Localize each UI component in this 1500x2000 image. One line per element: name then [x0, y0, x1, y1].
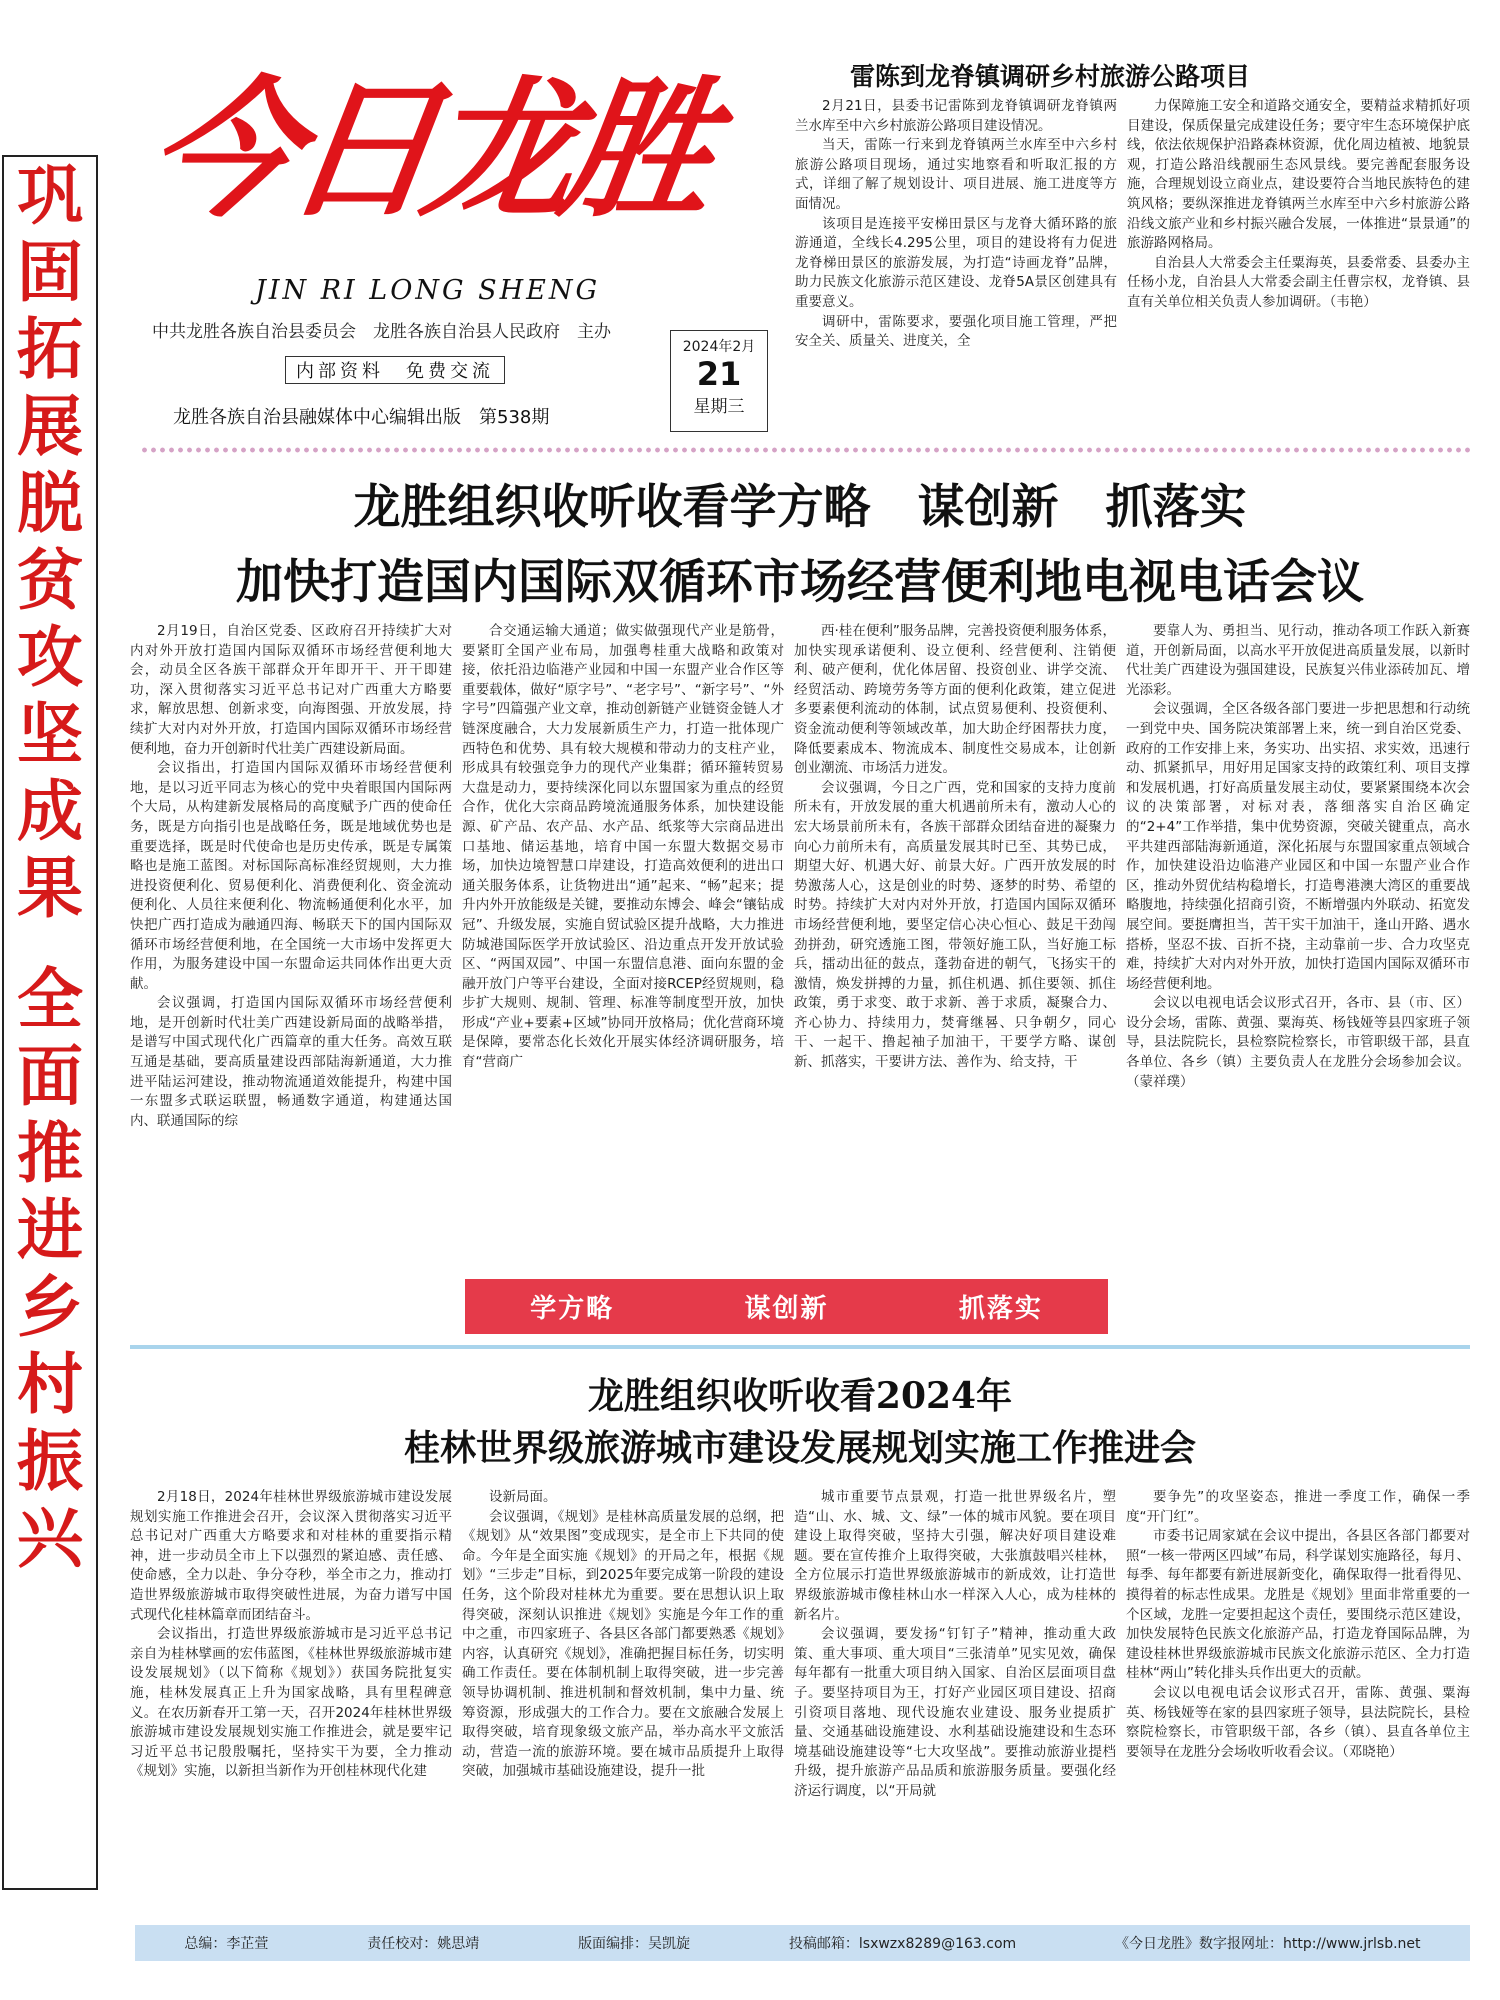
paragraph: 2月18日，2024年桂林世界级旅游城市建设发展规划实施工作推进会召开，会议深入贯彻落实习近平总书记对广西重大方略要求和对桂林的重要指示精神，进一步动员全市上下以强烈的紧迫感、责任感、使命感，全力以赴、争分夺秒，举全市之力，推动打造世界级旅游城市取得突破性进展，为奋力谱写中国式现代化桂林篇章而团结奋斗。 [130, 1489, 452, 1623]
slogan-character: 村 [17, 1345, 83, 1423]
second-article-column-3 [794, 1488, 1116, 1913]
paragraph: 调研中，雷陈要求，要强化项目施工管理，严把安全关、质量关、进度关，全 [795, 313, 1117, 350]
paragraph: 会议强调，打造国内国际双循环市场经营便利地，是开创新时代壮美广西建设新局面的战略举措，是谱写中国式现代化广西篇章的重大任务。高效互联互通是基础，要高质量建设西部陆海新通道，大力推进平陆运河建设，推动物流通道效能提升，构建中国一东盟多式联运联盟，畅通数字通道，构建通达国内、联通国际的综 [130, 995, 452, 1129]
paragraph: 会议强调，今日之广西，党和国家的支持力度前所未有，开放发展的重大机遇前所未有，激动人心的宏大场景前所未有，各族干部群众团结奋进的凝聚力向心力前所未有，高质量发展其时已至、其势已成，期望大好、机遇大好、前景大好。广西开放发展的时势激荡人心，这是创业的时势、逐梦的时势、希望的时势。持续扩大对内对外开放，打造国内国际双循环市场经营便利地，要坚定信心决心恒心、鼓足干劲闯劲拼劲，研究透施工图，带领好施工队，当好施工标兵，擂动出征的鼓点，蓬勃奋进的朝气，飞扬实干的激情，焕发拼搏的力量，抓住机遇、抓住要领、抓住政策，勇于求变、敢于求新、善于求质，凝聚合力、齐心协力、持续用力，焚膏继晷、只争朝夕，同心干、一起干、撸起袖子加油干，干要学方略、谋创新、抓落实，干要讲方法、善作为、给支持，干 [794, 779, 1116, 1071]
paragraph: 自治县人大常委会主任粟海英，县委常委、县委办主任杨小龙，自治县人大常委会副主任曹宗权，龙脊镇、县直有关单位相关负责人参加调研。（韦艳） [1127, 254, 1470, 310]
main-article-column-2 [462, 622, 784, 1272]
newspaper-title: 今日龙胜 [137, 62, 715, 238]
banner-text: 谋创新 [744, 1294, 829, 1324]
date-box [670, 330, 768, 432]
paragraph: 2月21日，县委书记雷陈到龙脊镇调研龙脊镇两兰水库至中六乡村旅游公路项目建设情况。 [795, 98, 1117, 134]
slogan-character: 振 [17, 1422, 83, 1500]
top-article-column-1 [795, 97, 1117, 442]
slogan-character: 成 [17, 772, 83, 850]
paragraph: 合交通运输大通道；做实做强现代产业是筋骨，要紧盯全国产业布局，加强粤桂重大战略和政策对接，依托沿边临港产业园和中国一东盟产业合作区等重要载体，做好“原字号”、“老字号”、“新字号”、“外字号”四篇强产业文章，推动创新链产业链资金链人才链深度融合，大力发展新质生产力，打造一批体现广西特色和优势、具有较大规模和带动力的支柱产业，形成具有较强竞争力的现代产业集群；循环箍转贸易大盘是动力，要持续深化同以东盟国家为重点的经贸合作，优化大宗商品跨境流通服务体系，加快建设能源、矿产品、农产品、水产品、纸浆等大宗商品进出口基地、储运基地，培育中国一东盟大数据交易市场，加快边境智慧口岸建设，打造高效便利的进出口通关服务体系，让货物进出“通”起来、“畅”起来；提升内外开放能级是关键，要推动东博会、峰会“镶钻成冠”、升级发展，实施自贸试验区提升战略，大力推进防城港国际医学开放试验区、沿边重点开发开放试验区、“两国双园”、中国一东盟信息港、面向东盟的金融开放门户等平台建设，全面对接RCEP经贸规则，稳步扩大规则、规制、管理、标准等制度型开放，加快形成“产业+要素+区域”协同开放格局；优化营商环境是保障，要常态化长效化开展实体经济调研服务，培育“营商广 [462, 623, 784, 1071]
slogan-character: 展 [17, 387, 83, 465]
slogan-character: 进 [17, 1191, 83, 1269]
paragraph: 会议指出，打造世界级旅游城市是习近平总书记亲自为桂林擘画的宏伟蓝图，《桂林世界级旅游城市建设发展规划》（以下简称《规划》）获国务院批复实施，桂林发展真正上升为国家战略，具有里程碑意义。在农历新春开工第一天，召开2024年桂林世界级旅游城市建设发展规划实施工作推进会，就是要牢记习近平总书记殷殷嘱托，坚持实干为要，全力推动《规划》实施，以新担当新作为开创桂林现代化建 [130, 1626, 452, 1780]
paragraph: 设新局面。 [489, 1489, 557, 1505]
slogan-character: 固 [17, 233, 83, 311]
paragraph: 会议指出，打造国内国际双循环市场经营便利地，是以习近平同志为核心的党中央着眼国内国际两个大局，从构建新发展格局的高度赋予广西的使命任务，既是方向指引也是战略任务，既是地域优势也是重要选择，既是时代使命也是历史传承，既是专属策略也是施工蓝图。对标国际高标准经贸规则，大力推进投资便利化、贸易便利化、消费便利化、资金流动便利化、人员往来便利化、物流畅通便利化水平，加快把广西打造成为融通四海、畅联天下的国内国际双循环市场经营便利地，在全国统一大市场中发挥更大作用，为服务建设中国一东盟命运共同体作出更大贡献。 [130, 760, 452, 992]
footer-proofreader: 责任校对：姚思靖 [367, 1936, 480, 1952]
main-headline-line-2: 加快打造国内国际双循环市场经营便利地电视电话会议 [236, 555, 1364, 610]
slogan-character: 兴 [17, 1499, 83, 1577]
slogan-character: 乡 [17, 1268, 83, 1346]
paragraph: 会议强调，全区各级各部门要进一步把思想和行动统一到党中央、国务院决策部署上来，统一到自治区党委、政府的工作安排上来，务实功、出实招、求实效，迅速行动、抓紧抓早，用好用足国家支持的政策红利、项目支撑和发展机遇，打好高质量发展主动仗，要紧紧围绕本次会议的决策部署，对标对表，落细落实自治区确定的“2+4”工作举措，集中优势资源，突破关键重点，高水平共建西部陆海新通道，深化拓展与东盟国家重点领域合作，加快建设沿边临港产业园区和中国一东盟产业合作区，推动外贸优结构稳增长，打造粤港澳大湾区的重要战略腹地，持续强化招商引资，不断增强内外联动、拓宽发展空间。要挺膺担当，苦干实干加油干，逢山开路、遇水搭桥，坚忍不拔、百折不挠，主动靠前一步、合力攻坚克难，持续扩大对内对外开放，加快打造国内国际双循环市场经营便利地。 [1126, 701, 1470, 992]
paragraph: 当天，雷陈一行来到龙脊镇两兰水库至中六乡村旅游公路项目现场，通过实地察看和听取汇报的方式，详细了解了规划设计、项目进展、施工进度等方面情况。 [795, 137, 1117, 212]
date-weekday: 星期三 [693, 397, 745, 417]
paragraph: 该项目是连接平安梯田景区与龙脊大循环路的旅游通道，全线长4.295公里，项目的建设将有力促进龙脊梯田景区的旅游发展，为打造“诗画龙脊”品牌，助力民族文化旅游示范区建设、龙脊5A景区创建具有重要意义。 [795, 215, 1117, 310]
paragraph: 城市重要节点景观，打造一批世界级名片，塑造“山、水、城、文、绿”一体的城市风貌。要在项目建设上取得突破，坚持大引强，解决好项目建设难题。要在宣传推介上取得突破，大张旗鼓唱兴桂林，全方位展示打造世界级旅游城市的新成效，让打造世界级旅游城市像桂林山水一样深入人心，成为桂林的新名片。 [794, 1489, 1116, 1623]
slogan-character: 推 [17, 1114, 83, 1192]
paragraph: 2月19日，自治区党委、区政府召开持续扩大对内对外开放打造国内国际双循环市场经营便利地大会，动员全区各族干部群众开年即开干、开干即建功，深入贯彻落实习近平总书记对广西重大方略要求，解放思想、创新求变，向海图强、开放发展，持续扩大对内对外开放，打造国内国际双循环市场经营便利地，奋力开创新时代壮美广西建设新局面。 [130, 623, 452, 757]
banner-text: 抓落实 [958, 1294, 1043, 1324]
paragraph: 会议以电视电话会议形式召开，各市、县（市、区）设分会场，雷陈、黄强、粟海英、杨钱娅等县四家班子领导，县法院院长，县检察院检察长，市管职级干部，县直各单位、各乡（镇）主要负责人在龙胜分会场参加会议。（蒙祥璞） [1126, 995, 1470, 1090]
second-article-column-4 [1126, 1488, 1470, 1913]
slogan-character: 果 [17, 849, 83, 927]
slogan-line-1 [17, 157, 83, 927]
newspaper-pinyin: JIN RI LONG SHENG [255, 275, 601, 306]
second-article-column-2 [462, 1488, 784, 1913]
slogan-character: 拓 [17, 310, 83, 388]
paragraph: 会议以电视电话会议形式召开，雷陈、黄强、粟海英、杨钱娅等在家的县四家班子领导，县法院院长，县检察院检察长，市管职级干部，各乡（镇）、县直各单位主要领导在龙胜分会场收听收看会议。（邓晓艳） [1126, 1684, 1470, 1760]
paragraph: 会议强调，《规划》是桂林高质量发展的总纲，把《规划》从“效果图”变成现实，是全市上下共同的使命。今年是全面实施《规划》的开局之年，根据《规划》“三步走”目标，到2025年要完成第一阶段的建设任务，这个阶段对桂林尤为重要。要在思想认识上取得突破，深刻认识推进《规划》实施是今年工作的重中之重，市四家班子、各县区各部门都要熟悉《规划》内容，认真研究《规划》，准确把握目标任务，切实明确工作责任。要在体制机制上取得突破，进一步完善领导协调机制、推进机制和督效机制，集中力量、统筹资源，形成强大的工作合力。要在文旅融合发展上取得突破，培育现象级文旅产品，举办高水平文旅活动，营造一流的旅游环境。要在城市品质提升上取得突破，加强城市基础设施建设，提升一批 [462, 1508, 784, 1780]
paragraph: 会议强调，要发扬“钉钉子”精神，推动重大政策、重大事项、重大项目“三张清单”见实见效，确保每年都有一批重大项目纳入国家、自治区层面项目盘子。要坚持项目为王，打好产业园区项目建设、招商引资项目落地、现代设施农业建设、服务业提质扩量、交通基础设施建设、水利基础设施建设和生态环境基础设施建设等“七大攻坚战”。要推动旅游业提档升级，提升旅游产品品质和旅游服务质量。要强化经济运行调度，以“开局就 [794, 1626, 1116, 1799]
main-headline-line-1: 龙胜组织收听收看学方略 谋创新 抓落实 [353, 480, 1247, 535]
section-divider [130, 1345, 1470, 1349]
second-headline-line-2: 桂林世界级旅游城市建设发展规划实施工作推进会 [403, 1427, 1196, 1469]
main-article-column-1 [130, 622, 452, 1337]
footer-email: 投稿邮箱：lsxwzx8289@163.com [788, 1936, 1017, 1952]
paragraph: 要争先”的攻坚姿态，推进一季度工作，确保一季度“开门红”。 [1126, 1489, 1470, 1525]
banner-text: 学方略 [530, 1294, 615, 1324]
slogan-character: 脱 [17, 464, 83, 542]
slogan-character: 面 [17, 1037, 83, 1115]
slogan-line-2 [17, 961, 83, 1577]
date-year-month: 2024年2月 [682, 339, 756, 355]
slogan-character: 全 [17, 960, 83, 1038]
top-article-title: 雷陈到龙脊镇调研乡村旅游公路项目 [850, 62, 1251, 91]
internal-note: 内部资料 免费交流 [285, 356, 505, 384]
second-article-column-1 [130, 1488, 452, 1913]
vertical-slogan [2, 155, 98, 1890]
slogan-character: 巩 [17, 156, 83, 234]
sponsor-line: 中共龙胜各族自治县委员会 龙胜各族自治县人民政府 主办 [152, 322, 611, 342]
main-article-column-4 [1126, 622, 1470, 1337]
footer-website-link[interactable]: 《今日龙胜》数字报网址：http://www.jrlsb.net [1114, 1936, 1421, 1952]
slogan-character: 坚 [17, 695, 83, 773]
paragraph: 要靠人为、勇担当、见行动，推动各项工作跃入新赛道，开创新局面，以高水平开放促进高质量发展，以新时代壮美广西建设为强国建设，民族复兴伟业添砖加瓦、增光添彩。 [1126, 623, 1470, 698]
date-day: 21 [696, 355, 742, 393]
footer-editor-in-chief: 总编：李芷萱 [184, 1936, 269, 1952]
slogan-character: 贫 [17, 541, 83, 619]
footer-layout-editor: 版面编排：吴凯旋 [578, 1936, 691, 1952]
slogan-banner [465, 1279, 1108, 1334]
paragraph: 市委书记周家斌在会议中提出，各县区各部门都要对照“一核一带两区四域”布局，科学谋划实施路径，每月、每季、每年都要有新进展新变化，确保取得一批看得见、摸得着的标志性成果。龙胜是《规划》里面非常重要的一个区域，龙胜一定要担起这个责任，要围绕示范区建设，加快发展特色民族文化旅游产品，打造龙脊国际品牌，为建设桂林世界级旅游城市民族文化旅游示范区、全力打造桂林“两山”转化排头兵作出更大的贡献。 [1126, 1528, 1470, 1682]
paragraph: 西·桂在便利”服务品牌，完善投资便利服务体系，加快实现承诺便利、设立便利、经营便利、注销便利、破产便利，优化体居留、投资创业、讲学交流、经贸活动、跨境劳务等方面的便利化政策，建立促进多要素便利流动的体制，试点贸易便利、投资便利、资金流动便利等领域改革，加大助企纾困帮扶力度，降低要素成本、物流成本、制度性交易成本，让创新创业潮流、市场活力迸发。 [794, 623, 1116, 777]
paragraph: 力保障施工安全和道路交通安全，要精益求精抓好项目建设，保质保量完成建设任务；要守牢生态环境保护底线，依法依规保护沿路森林资源，优化周边植被、地貌景观，打造公路沿线靓丽生态风景线。要完善配套服务设施，合理规划设立商业点，建设要符合当地民族特色的建筑风格；要纵深推进龙脊镇两兰水库至中六乡村旅游公路沿线文旅产业和乡村振兴融合发展，一体推进“景景通”的旅游路网格局。 [1127, 98, 1470, 252]
footer-bar [135, 1925, 1470, 1961]
publisher-line: 龙胜各族自治县融媒体中心编辑出版 第538期 [173, 407, 550, 428]
second-headline-line-1: 龙胜组织收听收看2024年 [587, 1375, 1013, 1417]
decorative-divider [140, 446, 1470, 454]
slogan-character: 攻 [17, 618, 83, 696]
main-article-column-3 [794, 622, 1116, 1272]
top-article-column-2 [1127, 97, 1470, 442]
